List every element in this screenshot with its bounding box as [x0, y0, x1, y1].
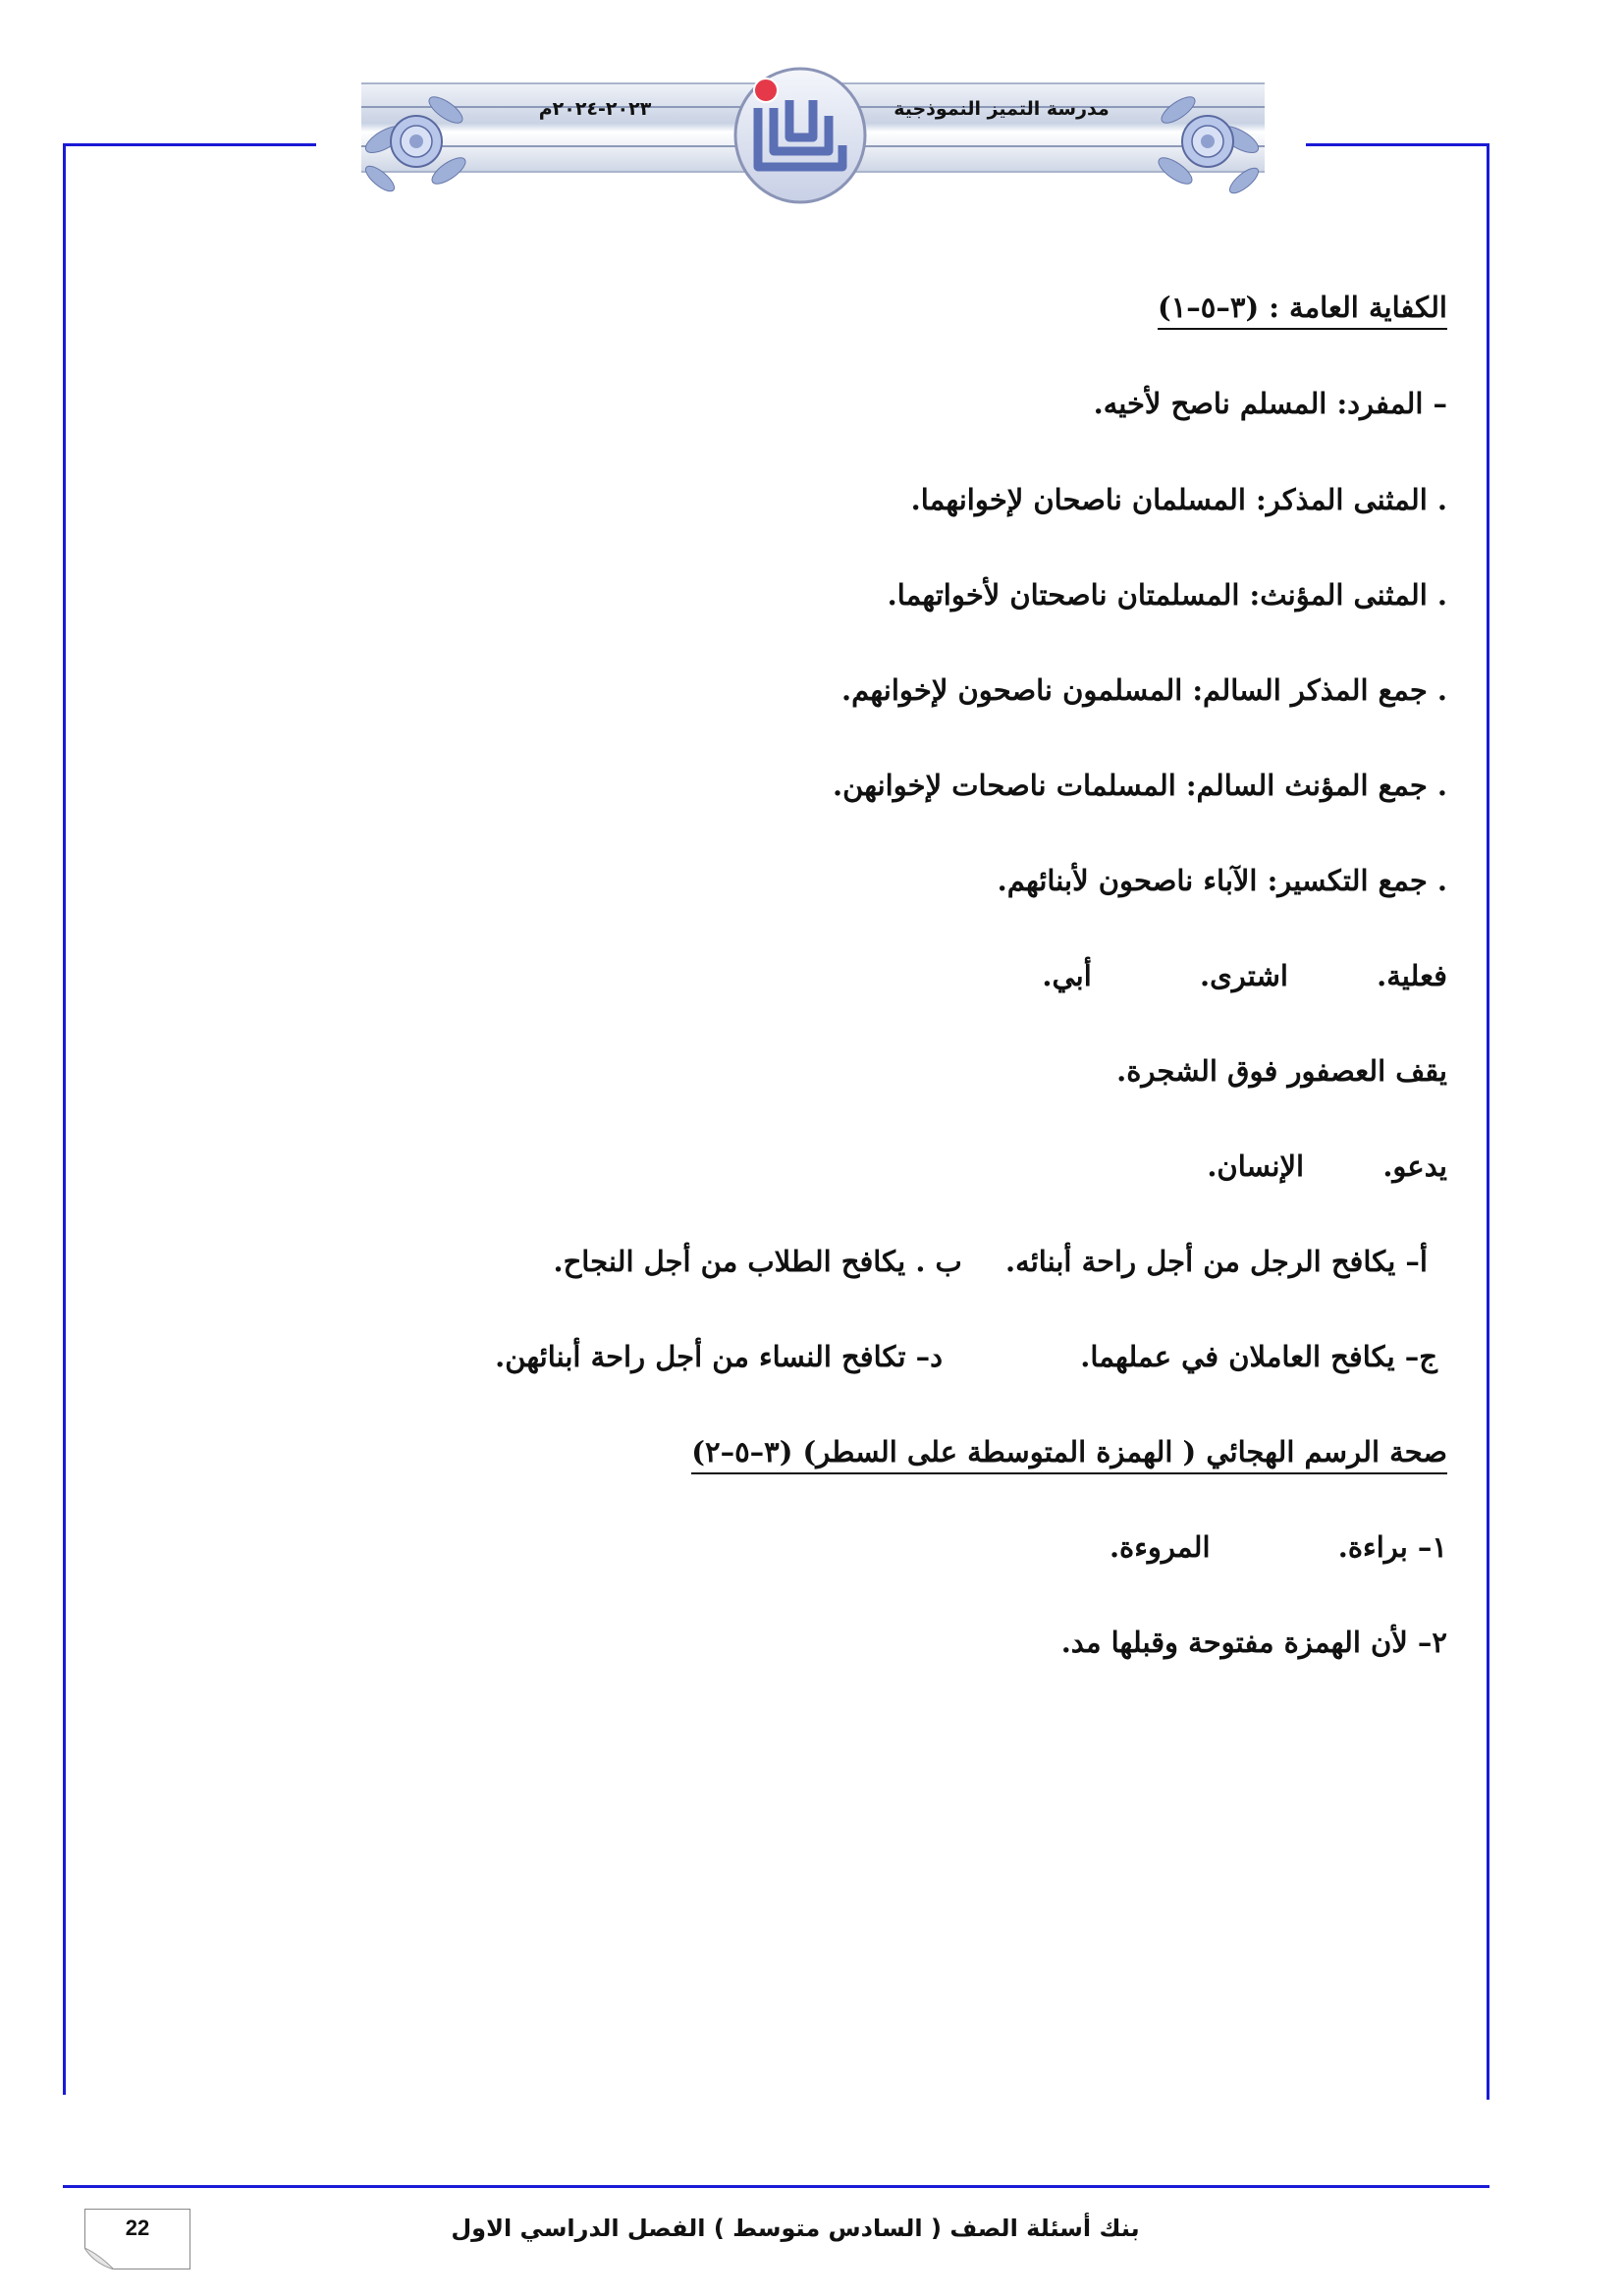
- answer-word: يدعو.: [1382, 1149, 1447, 1183]
- answer-line-hamza-words: [1110, 1530, 1447, 1565]
- answer-line-words-1: [1042, 959, 1447, 993]
- school-logo-icon: [731, 61, 870, 206]
- page-number-box: [84, 2209, 190, 2269]
- academic-year: ٢٠٢٣-٢٠٢٤م: [538, 98, 652, 120]
- answer-line-hamza-reason: ٢– لأن الهمزة مفتوحة وقبلها مد.: [1060, 1626, 1447, 1659]
- answer-line-sound-feminine-plural: . جمع المؤنث السالم: المسلمات ناصحات لإخوانهن.: [833, 769, 1447, 802]
- answer-option-c: ج– يكافح العاملان في عملهما.: [1080, 1340, 1437, 1373]
- answer-line-sound-masculine-plural: . جمع المذكر السالم: المسلمون ناصحون لإخوانهم.: [841, 673, 1447, 707]
- answer-line-options-ab: [553, 1245, 1428, 1279]
- flower-ornament-icon: [1151, 80, 1269, 198]
- footer-caption: بنك أسئلة الصف ( السادس متوسط ) الفصل الدراسي الاول: [451, 2215, 1140, 2242]
- page-number: 22: [125, 2216, 150, 2240]
- section-title-spelling: صحة الرسم الهجائي ( الهمزة المتوسطة على السطر) (٣–٥–٢): [691, 1435, 1447, 1469]
- answer-option-b: ب . يكافح الطلاب من أجل النجاح.: [553, 1245, 962, 1278]
- answer-word: اشترى.: [1200, 959, 1288, 992]
- frame-left-rule: [63, 143, 66, 2095]
- answer-option-d: د– تكافح النساء من أجل راحة أبنائهن.: [495, 1340, 944, 1373]
- answer-line-sentence: يقف العصفور فوق الشجرة.: [1116, 1054, 1447, 1088]
- answer-word: أبي.: [1042, 959, 1092, 992]
- answer-line-broken-plural: . جمع التكسير: الآباء ناصحون لأبنائهم.: [997, 864, 1447, 897]
- frame-top-left-rule: [63, 143, 316, 146]
- answer-word: فعلية.: [1377, 959, 1447, 992]
- answer-line-singular: – المفرد: المسلم ناصح لأخيه.: [1093, 387, 1447, 420]
- footer-rule: [63, 2185, 1489, 2188]
- answer-option-a: أ– يكافح الرجل من أجل راحة أبنائه.: [1005, 1245, 1428, 1278]
- flower-ornament-icon: [355, 80, 473, 198]
- answer-line-dual-masculine: . المثنى المذكر: المسلمان ناصحان لإخوانهما.: [910, 483, 1447, 516]
- section-title-general-competency: الكفاية العامة : (٣–٥–١): [1158, 291, 1447, 325]
- answer-line-words-2: [1207, 1149, 1447, 1184]
- answer-line-dual-feminine: . المثنى المؤنث: المسلمتان ناصحتان لأخواتهما.: [887, 578, 1447, 612]
- frame-top-right-rule: [1306, 143, 1489, 146]
- answer-word: ١– براءة.: [1337, 1530, 1447, 1564]
- school-name: مدرسة التميز النموذجية: [893, 98, 1110, 120]
- answer-word: الإنسان.: [1207, 1149, 1305, 1183]
- frame-right-rule: [1487, 143, 1489, 2100]
- answer-word: المروءة.: [1109, 1530, 1211, 1564]
- page-curl-icon: [84, 2248, 114, 2269]
- answer-line-options-cd: [495, 1340, 1437, 1374]
